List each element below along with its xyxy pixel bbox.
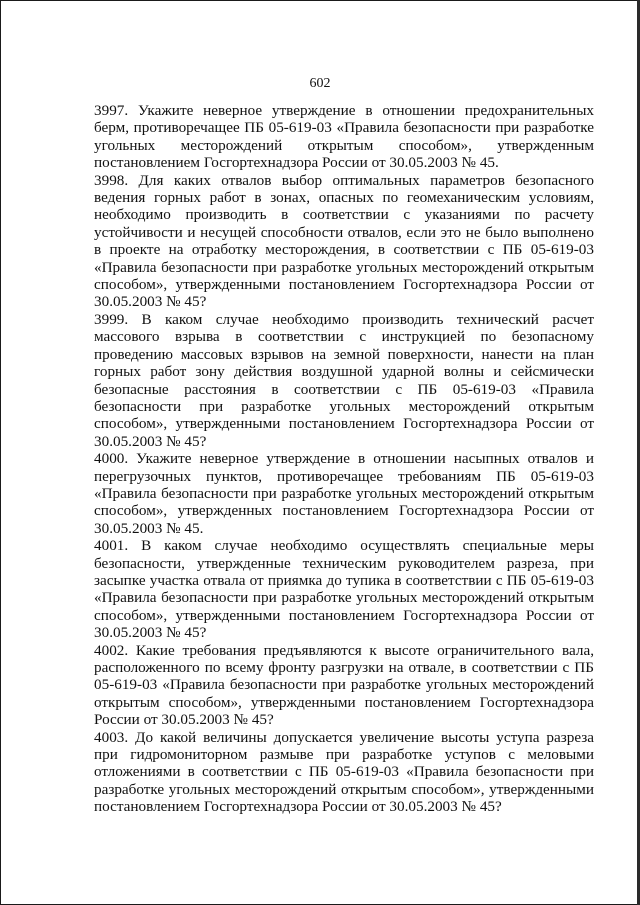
- question-list: [94, 102, 594, 816]
- question-4003: 4003. До какой величины допускается увеличение высоты уступа разреза при гидромониторном размыве при разработке уступов с меловыми отложениями в соответствии с ПБ 05-619-03 «Правила безопасности при разработке угольных месторождений открытым способом», утвержденными постановлением Госгортехнадзора России от 30.05.2003 № 45?: [94, 728, 594, 816]
- question-3999: 3999. В каком случае необходимо производить технический расчет массового взрыва в соответствии с инструкцией по безопасному проведению массовых взрывов на земной поверхности, нанести на план горных работ зону действия воздушной ударной волны и сейсмически безопасные расстояния в соответствии с ПБ 05-619-03 «Правила безопасности при разработке угольных месторождений открытым способом», утвержденными постановлением Госгортехнадзора России от 30.05.2003 № 45?: [94, 310, 594, 450]
- question-3997: 3997. Укажите неверное утверждение в отношении предохранительных берм, противоречащее ПБ 05-619-03 «Правила безопасности при разработке угольных месторождений открытым способом», утвержденным постановлением Госгортехнадзора России от 30.05.2003 № 45.: [94, 102, 594, 172]
- page-number: 602: [309, 76, 331, 91]
- question-4001: 4001. В каком случае необходимо осуществлять специальные меры безопасности, утвержденные техническим руководителем разреза, при засыпке участка отвала от приямка до тупика в соответствии с ПБ 05-619-03 «Правила безопасности при разработке угольных месторождений открытым способом», утвержденными постановлением Госгортехнадзора России от 30.05.2003 № 45?: [94, 537, 594, 642]
- question-4000: 4000. Укажите неверное утверждение в отношении насыпных отвалов и перегрузочных пунктов, противоречащее требованиям ПБ 05-619-03 «Правила безопасности при разработке угольных месторождений открытым способом», утвержденных постановлением Госгортехнадзора России от 30.05.2003 № 45.: [94, 450, 594, 537]
- question-3998: 3998. Для каких отвалов выбор оптимальных параметров безопасного ведения горных работ в зонах, опасных по геомеханическим условиям, необходимо производить в соответствии с указаниями по расчету устойчивости и несущей способности отвалов, если это не было выполнено в проекте на отработку месторождения, в соответствии с ПБ 05-619-03 «Правила безопасности при разработке угольных месторождений открытым способом», утвержденными постановлением Госгортехнадзора России от 30.05.2003 № 45?: [94, 171, 594, 311]
- question-4002: 4002. Какие требования предъявляются к высоте ограничительного вала, расположенного по всему фронту разгрузки на отвале, в соответствии с ПБ 05-619-03 «Правила безопасности при разработке угольных месторождений открытым способом», утвержденными постановлением Госгортехнадзора России от 30.05.2003 № 45?: [94, 641, 594, 729]
